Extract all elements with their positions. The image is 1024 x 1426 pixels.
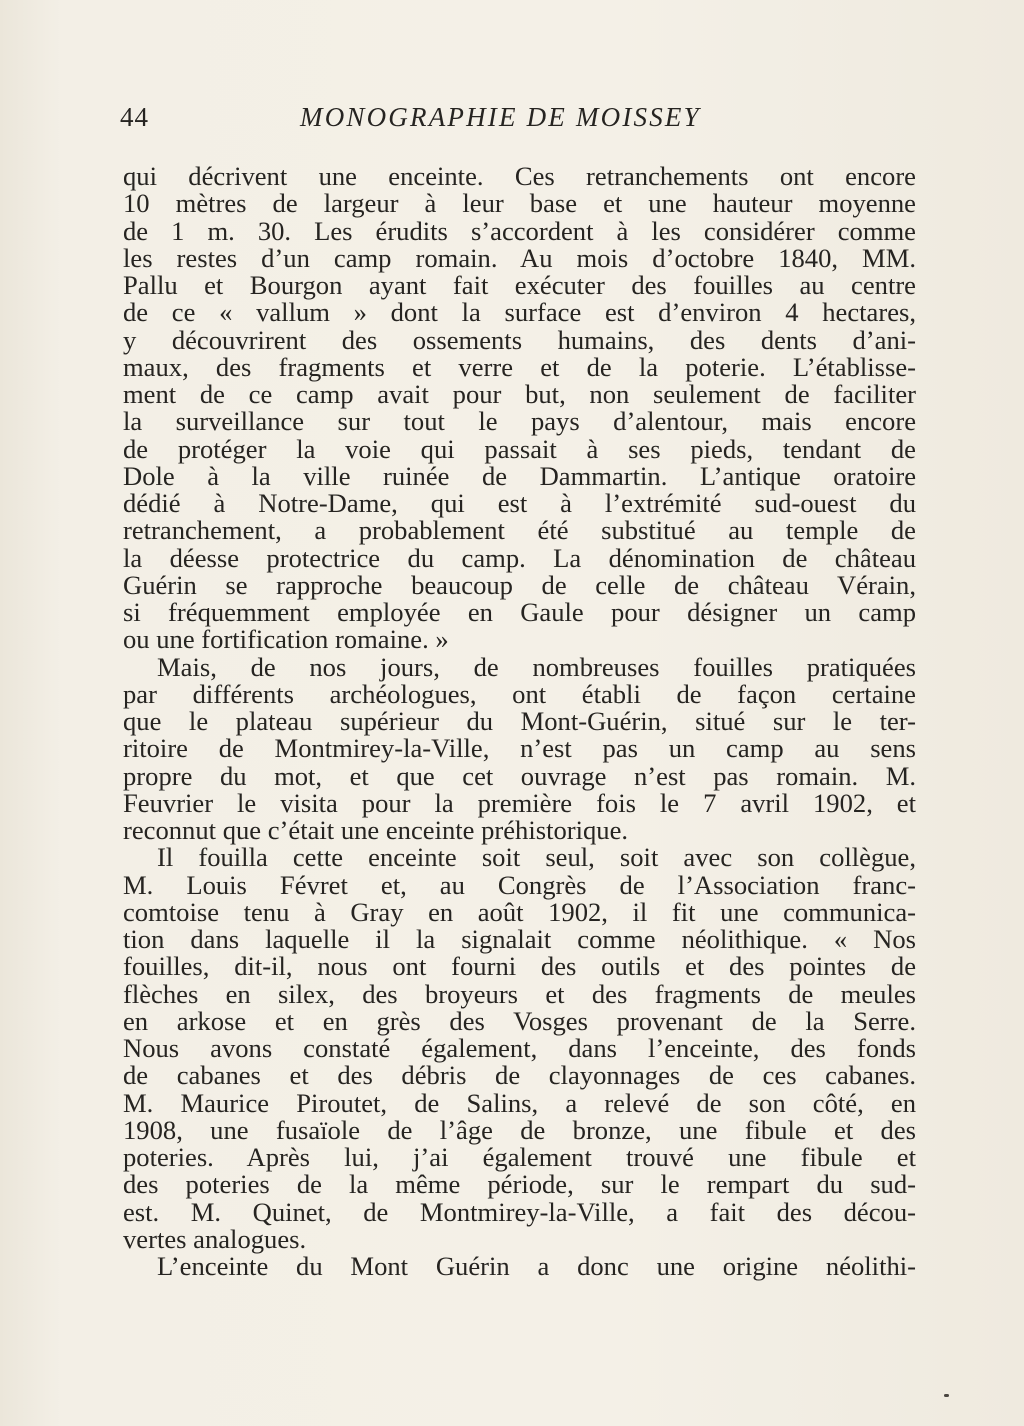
text-line: flèches en silex, des broyeurs et des fragments de meules — [123, 978, 916, 1009]
text-line: reconnut que c’était une enceinte préhistorique. — [123, 815, 629, 845]
text-line: tion dans laquelle il la signalait comme néolithique. « Nos — [123, 924, 916, 954]
text-line: ritoire de Montmirey-la-Ville, n’est pas un camp au sens — [123, 733, 916, 764]
text-line: maux, des fragments et verre et de la poterie. L’établisse- — [123, 351, 916, 382]
text-line: dédié à Notre-Dame, qui est à l’extrémité sud-ouest du — [123, 488, 916, 518]
text-line: M. Louis Févret et, au Congrès de l’Association franc- — [123, 869, 916, 900]
text-line: ou une fortification romaine. » — [123, 624, 449, 655]
text-line: que le plateau supérieur du Mont-Guérin, situé sur le ter- — [123, 706, 916, 736]
text-line: Pallu et Bourgon ayant fait exécuter des fouilles au centre — [123, 270, 916, 300]
text-line: la surveillance sur tout le pays d’alentour, mais encore — [123, 406, 916, 437]
text-line: vertes analogues. — [123, 1223, 307, 1254]
text-line: la déesse protectrice du camp. La dénomination de château — [123, 542, 916, 573]
text-line: Nous avons constaté également, dans l’enceinte, des fonds — [123, 1033, 916, 1063]
text-line: de cabanes et des débris de clayonnages de ces cabanes. — [123, 1060, 916, 1091]
text-line: les restes d’un camp romain. Au mois d’octobre 1840, MM. — [123, 242, 916, 273]
text-line: Feuvrier le visita pour la première fois le 7 avril 1902, et — [123, 787, 916, 818]
text-line: 1908, une fusaïole de l’âge de bronze, une fibule et des — [123, 1114, 916, 1145]
text-line: des poteries de la même période, sur le rempart du sud- — [123, 1169, 916, 1200]
text-line: Dole à la ville ruinée de Dammartin. L’antique oratoire — [123, 460, 916, 491]
text-line: M. Maurice Piroutet, de Salins, a relevé de son côté, en — [123, 1087, 916, 1118]
text-line: en arkose et en grès des Vosges provenant de la Serre. — [123, 1005, 916, 1036]
text-line: Mais, de nos jours, de nombreuses fouilles pratiquées — [157, 651, 916, 682]
text-line: de protéger la voie qui passait à ses pieds, tendant de — [123, 433, 916, 464]
text-line: fouilles, dit-il, nous ont fourni des outils et des pointes de — [123, 951, 916, 982]
ink-speck — [944, 1394, 949, 1397]
text-line: Guérin se rapproche beaucoup de celle de château Vérain, — [123, 569, 916, 600]
text-line: comtoise tenu à Gray en août 1902, il fit une communica- — [123, 896, 916, 927]
page-number: 44 — [120, 102, 149, 132]
text-line: ment de ce camp avait pour but, non seulement de faciliter — [123, 379, 916, 409]
text-line: par différents archéologues, ont établi de façon certaine — [123, 678, 916, 709]
page-header — [120, 102, 920, 138]
text-line: de ce « vallum » dont la surface est d’environ 4 hectares, — [123, 297, 916, 328]
running-title: MONOGRAPHIE DE MOISSEY — [300, 102, 701, 132]
text-line: propre du mot, et que cet ouvrage n’est pas romain. M. — [123, 760, 916, 791]
text-line: retranchement, a probablement été substitué au temple de — [123, 515, 916, 546]
text-line: L’enceinte du Mont Guérin a donc une origine néolithi- — [157, 1251, 916, 1281]
body-text — [123, 163, 916, 1280]
text-line: qui décrivent une enceinte. Ces retranchements ont encore — [123, 161, 916, 191]
text-line: 10 mètres de largeur à leur base et une hauteur moyenne — [123, 188, 916, 219]
text-line: si fréquemment employée en Gaule pour désigner un camp — [123, 597, 916, 627]
text-line: de 1 m. 30. Les érudits s’accordent à les considérer comme — [123, 215, 916, 246]
text-line: poteries. Après lui, j’ai également trouvé une fibule et — [123, 1142, 916, 1172]
text-line: Il fouilla cette enceinte soit seul, soit avec son collègue, — [157, 842, 916, 873]
text-line: est. M. Quinet, de Montmirey-la-Ville, a fait des décou- — [123, 1196, 916, 1227]
text-line: y découvrirent des ossements humains, des dents d’ani- — [123, 324, 916, 355]
